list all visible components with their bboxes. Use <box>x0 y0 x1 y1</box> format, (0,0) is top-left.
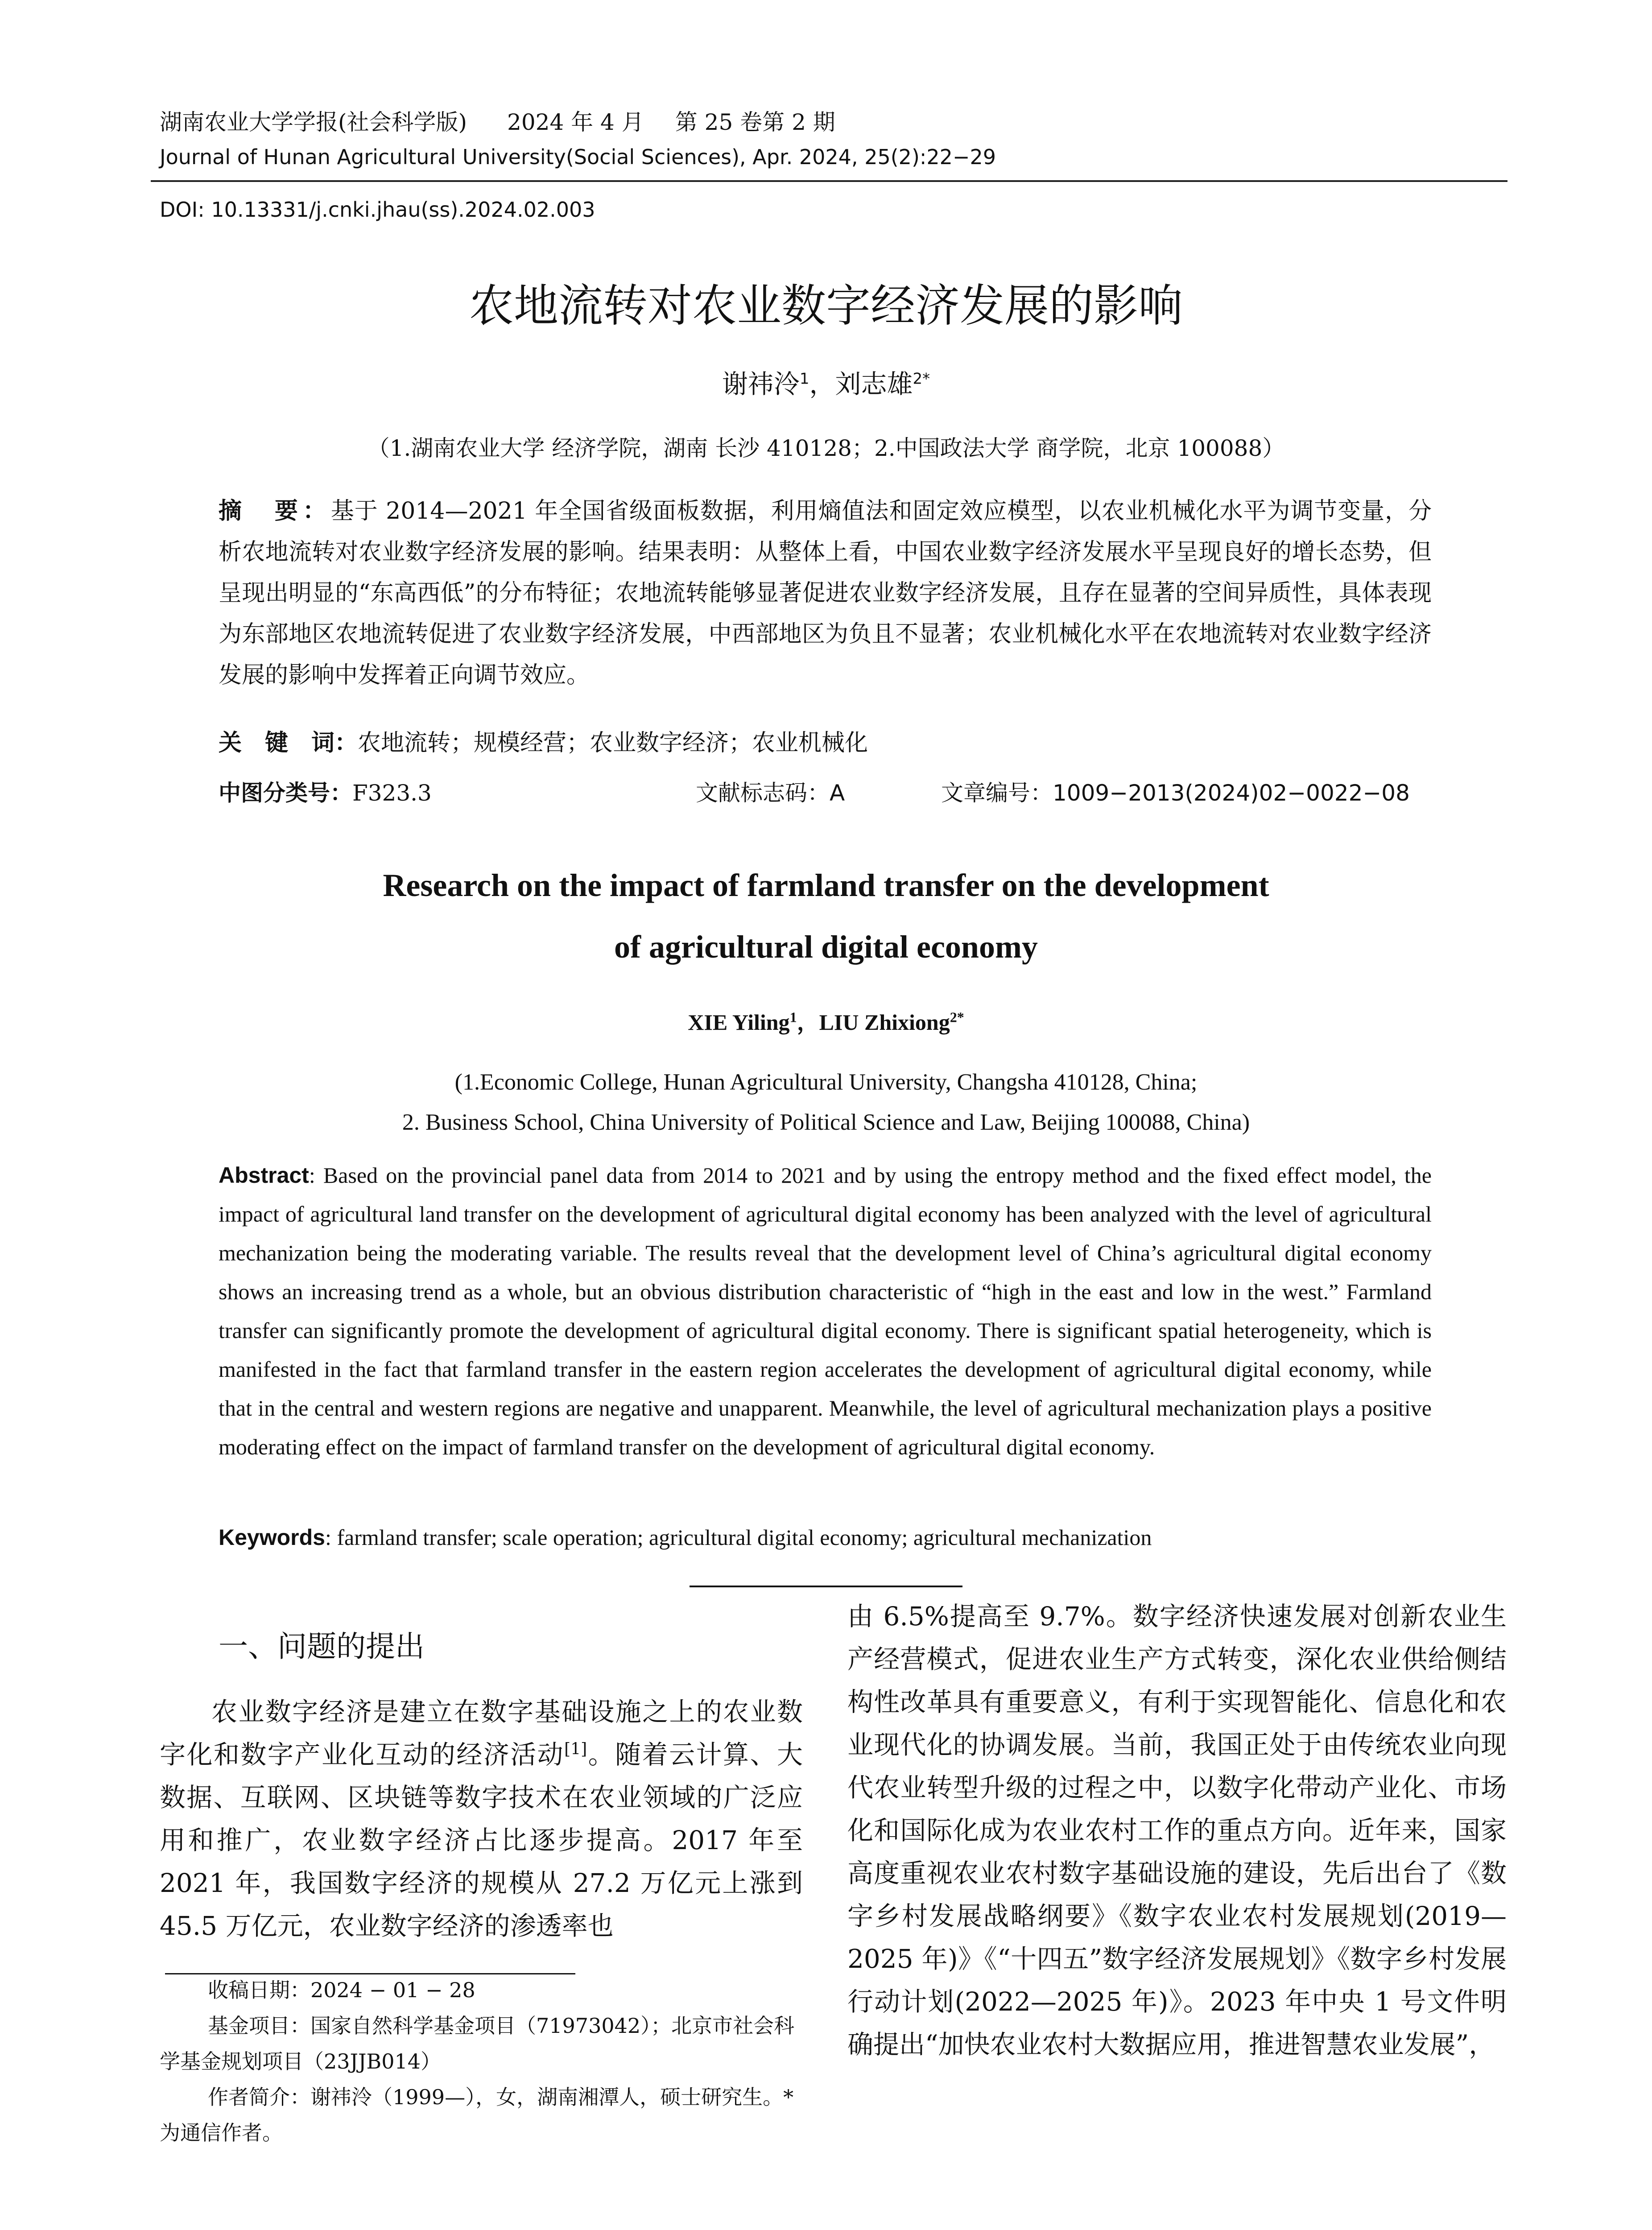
received-date: 2024 − 01 − 28 <box>310 1978 475 2002</box>
right-column-paragraph: 由 6.5%提高至 9.7%。数字经济快速发展对创新农业生产经营模式，促进农业生产方式转变，深化农业供给侧结构性改革具有重要意义，有利于实现智能化、信息化和农业现代化的协调发展。当前，我国正处于由传统农业向现代农业转型升级的过程之中，以数字化带动产业化、市场化和国际化成为农业农村工作的重点方向。近年来，国家高度重视农业农村数字基础设施的建设，先后出台了《数字乡村发展战略纲要》《数字农业农村发展规划(2019—2025 年)》《“十四五”数字经济发展规划》《数字乡村发展行动计划(2022—2025 年)》。2023 年中央 1 号文件明确提出“加快农业农村大数据应用，推进智慧农业发展”， <box>847 1601 1507 2060</box>
keywords-en <box>219 1523 1152 1552</box>
article-number <box>941 780 1410 806</box>
affiliations-en-line2: 2. Business School, China University of Political Science and Law, Beijing 100088, China) <box>402 1110 1250 1135</box>
author-bio-value: 谢祎泠（1999—），女，湖南湘潭人，硕士研究生。*为通信作者。 <box>160 2085 794 2145</box>
citation-ref: [1] <box>564 1740 587 1759</box>
journal-name-cn: 湖南农业大学学报(社会科学版) <box>160 109 467 135</box>
right-column-text <box>847 1595 1507 2066</box>
received-label: 收稿日期： <box>208 1978 310 2002</box>
document-code <box>696 780 845 806</box>
author-2-cn: 刘志雄 <box>835 369 913 399</box>
author-1-cn-sup: 1 <box>799 370 809 388</box>
abstract-en <box>219 1156 1432 1466</box>
title-en-line1: Research on the impact of farmland transfer on the development <box>383 867 1269 903</box>
intro-text-b: 。随着云计算、大数据、互联网、区块链等数字技术在农业领域的广泛应用和推广，农业数字经济占比逐步提高。2017 年至 2021 年，我国数字经济的规模从 27.2 万亿元上涨到 45.5 万亿元，农业数字经济的渗透率也 <box>160 1739 803 1941</box>
author-2-en-sup: 2* <box>950 1009 964 1025</box>
article-number-value: 1009−2013(2024)02−0022−08 <box>1053 780 1410 806</box>
keywords-cn-label: 关 键 词： <box>219 730 358 756</box>
affiliations-en-line1: (1.Economic College, Hunan Agricultural University, Changsha 410128, China; <box>454 1070 1198 1095</box>
footnotes <box>160 1972 803 2151</box>
authors-cn <box>0 368 1652 400</box>
fund-value: 国家自然科学基金项目（71973042）；北京市社会科学基金规划项目（23JJB014） <box>160 2014 795 2073</box>
abstract-cn-label: 摘 要： <box>219 498 331 524</box>
journal-header-en: Journal of Hunan Agricultural University(Social Sciences), Apr. 2024, 25(2):22−29 <box>160 145 996 169</box>
clc-label: 中图分类号： <box>219 780 352 806</box>
article-number-label: 文章编号： <box>941 780 1053 806</box>
keywords-cn <box>219 730 868 756</box>
intro-paragraph <box>160 1690 803 1947</box>
author-2-cn-sup: 2* <box>913 370 930 388</box>
doi: DOI: 10.13331/j.cnki.jhau(ss).2024.02.003 <box>160 198 595 222</box>
doc-code-label: 文献标志码： <box>696 780 830 806</box>
affiliations-cn: （1.湖南农业大学 经济学院，湖南 长沙 410128；2.中国政法大学 商学院，北京 100088） <box>367 435 1285 461</box>
journal-issue-cn: 第 25 卷第 2 期 <box>675 109 835 135</box>
clc-number <box>219 780 432 806</box>
abstract-en-label: Abstract <box>219 1163 309 1188</box>
title-cn: 农地流转对农业数字经济发展的影响 <box>469 280 1183 332</box>
authors-en <box>0 1009 1652 1036</box>
keywords-cn-text: 农地流转；规模经营；农业数字经济；农业机械化 <box>358 730 868 756</box>
abstract-cn-text: 基于 2014—2021 年全国省级面板数据，利用熵值法和固定效应模型，以农业机械化水平为调节变量，分析农地流转对农业数字经济发展的影响。结果表明：从整体上看，中国农业数字经济发展水平呈现良好的增长态势，但呈现出明显的“东高西低”的分布特征；农地流转能够显著促进农业数字经济发展，且存在显著的空间异质性，具体表现为东部地区农地流转促进了农业数字经济发展，中西部地区为负且不显著；农业机械化水平在农地流转对农业数字经济发展的影响中发挥着正向调节效应。 <box>219 498 1432 689</box>
author-1-en: XIE Yiling <box>688 1010 790 1035</box>
intro-text-a: 农业数字经济是建立在数字基础设施之上的农业数字化和数字产业化互动的经济活动 <box>160 1697 803 1770</box>
fund-label: 基金项目： <box>208 2014 310 2038</box>
clc-value: F323.3 <box>352 780 432 806</box>
title-en-line2: of agricultural digital economy <box>614 929 1038 965</box>
author-1-en-sup: 1 <box>789 1009 797 1025</box>
header-rule <box>151 180 1507 182</box>
author-bio-label: 作者简介： <box>208 2085 310 2109</box>
footnote-author <box>160 2079 803 2151</box>
footnote-received <box>160 1972 803 2008</box>
journal-header-cn <box>160 109 835 136</box>
author-2-en: LIU Zhixiong <box>819 1010 950 1035</box>
abstract-cn <box>219 491 1432 696</box>
doc-code-value: A <box>830 780 845 806</box>
journal-date-cn: 2024 年 4 月 <box>507 109 644 135</box>
section-divider <box>690 1586 962 1587</box>
author-1-cn: 谢祎泠 <box>722 369 800 399</box>
footnote-fund <box>160 2008 803 2079</box>
abstract-en-text: : Based on the provincial panel data from 2014 to 2021 and by using the entropy method and the fixed effect model, the impact of agricultural land transfer on the development of agricultural digital economy has been analyzed with the level of agricultural mechanization being the moderating variable. The results reveal that the development level of China’s agricultural digital economy shows an increasing trend as a whole, but an obvious distribution characteristic of “high in the east and low in the west.” Farmland transfer can significantly promote the development of agricultural digital economy. There is significant spatial heterogeneity, which is manifested in the fact that farmland transfer in the eastern region accelerates the development of agricultural digital economy, while that in the central and western regions are negative and unapparent. Meanwhile, the level of agricultural mechanization plays a positive moderating effect on the impact of farmland transfer on the development of agricultural digital economy. <box>219 1163 1432 1459</box>
author-sep-en: ， <box>797 1010 819 1035</box>
keywords-en-text: : farmland transfer; scale operation; agricultural digital economy; agricultural mechanization <box>325 1525 1152 1550</box>
author-sep-cn: ， <box>809 369 835 399</box>
left-column-text <box>160 1690 803 1947</box>
section-heading: 一、问题的提出 <box>219 1629 425 1664</box>
keywords-en-label: Keywords <box>219 1525 325 1550</box>
